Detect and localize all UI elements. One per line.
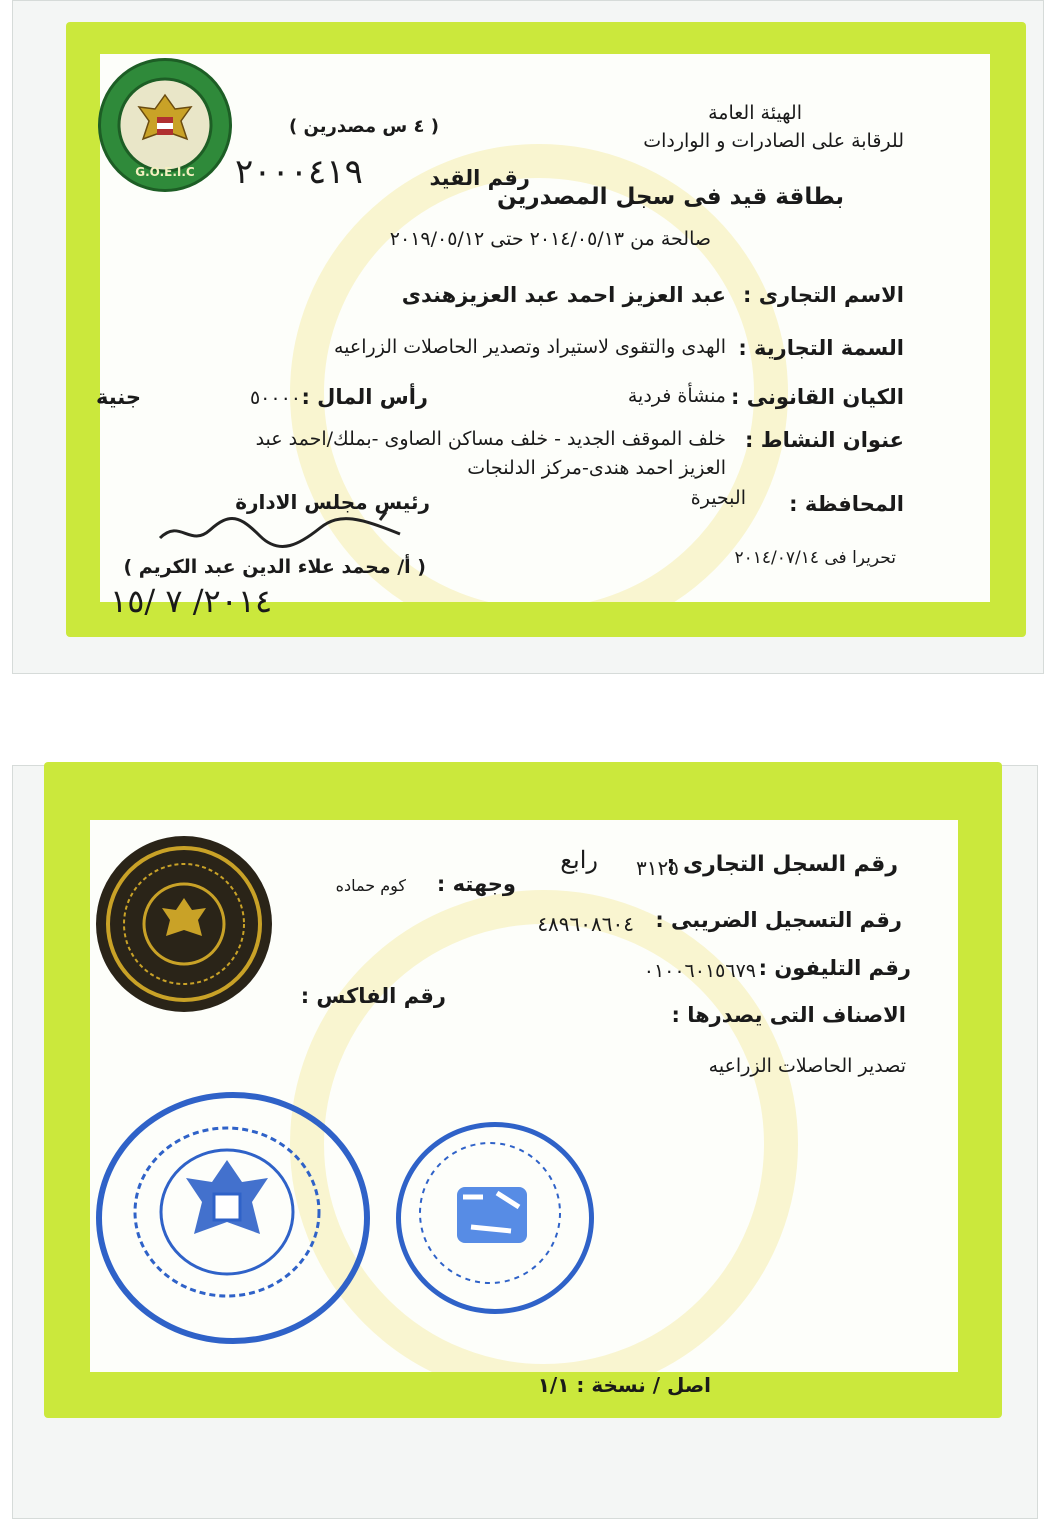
address-line-2: العزيز احمد هندى-مركز الدلنجات <box>467 457 726 479</box>
legal-entity-value: منشأة فردية <box>627 385 726 407</box>
round-stamp-icon <box>401 1127 579 1299</box>
copy-indicator: اصل / نسخة : ١/١ <box>537 1373 711 1397</box>
goeic-logo <box>98 58 232 192</box>
authority-line-2: للرقابة على الصادرات و الواردات <box>643 130 904 152</box>
address-label: عنوان النشاط : <box>745 428 904 452</box>
governorate-label: المحافظة : <box>789 492 904 516</box>
legal-entity-label: الكيان القانونى : <box>731 385 904 409</box>
issue-date: تحريرا فى ٢٠١٤/٠٧/١٤ <box>734 548 896 568</box>
export-items-value: تصدير الحاصلات الزراعيه <box>708 1055 906 1077</box>
registration-number: ٢٠٠٠٤١٩ <box>235 152 363 192</box>
currency: جنية <box>95 385 141 409</box>
office-label: وجهته : <box>436 872 516 896</box>
gold-embossed-seal <box>96 836 272 1012</box>
chairman-name: ( أ/ محمد علاء الدين عبد الكريم ) <box>123 556 426 578</box>
registration-label: رقم القيد <box>429 166 530 190</box>
signature-icon <box>150 508 410 553</box>
trade-name-value: عبد العزيز احمد عبد العزيزهندى <box>401 283 726 307</box>
logo-text: G.O.E.I.C <box>135 165 195 179</box>
capital-label: رأس المال : <box>301 385 428 409</box>
capital-value: ٥٠٠٠٠ <box>249 387 301 409</box>
eagle-stamp-icon <box>102 1098 352 1326</box>
brand-value: الهدى والتقوى لاستيراد وتصدير الحاصلات الزراعيه <box>333 336 726 358</box>
phone-label: رقم التليفون : <box>758 956 911 980</box>
governorate-value: البحيرة <box>690 487 746 509</box>
office-value: كوم حماده <box>335 876 406 895</box>
authority-line-1: الهيئة العامة <box>708 102 802 124</box>
blue-round-stamp <box>396 1122 594 1314</box>
fax-label: رقم الفاكس : <box>300 984 446 1008</box>
validity-period: صالحة من ٢٠١٤/٠٥/١٣ حتى ٢٠١٩/٠٥/١٢ <box>389 228 711 250</box>
blue-eagle-stamp <box>96 1092 370 1344</box>
chairman-title: رئيس مجلس الادارة <box>235 490 430 514</box>
phone-value: ٠١٠٠٦٠١٥٦٧٩ <box>643 960 756 982</box>
gold-eagle-icon <box>96 836 272 1012</box>
export-items-label: الاصناف التى يصدرها : <box>671 1003 906 1027</box>
commercial-register-note: رابع <box>560 846 598 874</box>
address-line-1: خلف الموقف الجديد - خلف مساكن الصاوى -بملك/احمد عبد <box>255 428 726 450</box>
series-code: ( ٤ س مصدرين ) <box>289 116 439 137</box>
trade-name-label: الاسم التجارى : <box>743 283 904 307</box>
commercial-register-number: ٣١٢٥ <box>636 856 679 880</box>
brand-label: السمة التجارية : <box>738 336 904 360</box>
tax-registration-value: ٤٨٩٦٠٨٦٠٤ <box>537 912 634 936</box>
card-title: بطاقة قيد فى سجل المصدرين <box>497 184 844 210</box>
handwritten-date: ٢٠١٤/ ٧ /١٥ <box>110 582 273 620</box>
tax-registration-label: رقم التسجيل الضريبى : <box>655 908 902 932</box>
commercial-register-label: رقم السجل التجارى : <box>666 852 898 877</box>
